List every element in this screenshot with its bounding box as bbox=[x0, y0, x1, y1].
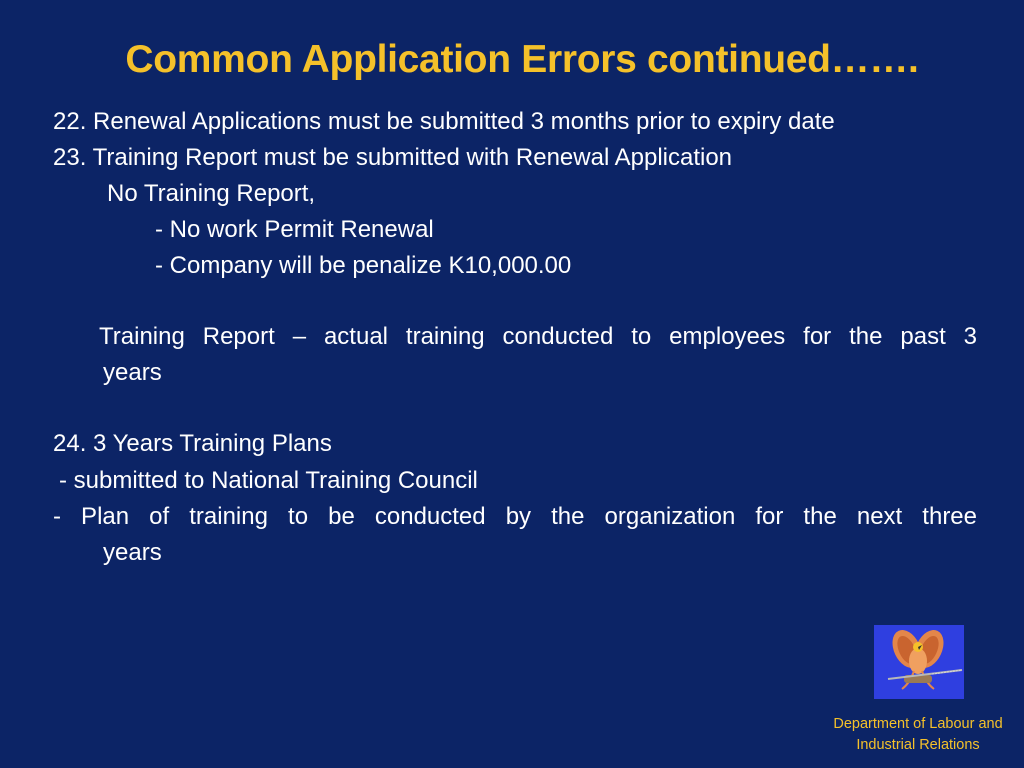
item-23-training-report: 23. Training Report must be submitted with Renewal Application bbox=[53, 144, 733, 171]
training-report-definition: Training Report – actual training conducted to employees for the past 3 bbox=[99, 323, 977, 350]
item-24-training-plans: 24. 3 Years Training Plans bbox=[53, 430, 332, 457]
slide-title: Common Application Errors continued……. bbox=[125, 38, 919, 81]
no-training-report: No Training Report, bbox=[107, 180, 316, 207]
bullet-national-training-council: - submitted to National Training Council bbox=[59, 467, 478, 494]
item-22-renewal: 22. Renewal Applications must be submitted 3 months prior to expiry date bbox=[53, 108, 835, 135]
bird-of-paradise-emblem-icon bbox=[874, 625, 964, 699]
bullet-plan-of-training-cont: years bbox=[103, 539, 162, 566]
bullet-company-penalty: - Company will be penalize K10,000.00 bbox=[155, 252, 572, 279]
training-report-definition-cont: years bbox=[103, 359, 162, 386]
footer-department bbox=[818, 714, 1018, 756]
png-emblem-logo bbox=[874, 625, 964, 699]
footer-line-2: Industrial Relations bbox=[856, 737, 980, 753]
bullet-no-permit-renewal: - No work Permit Renewal bbox=[155, 216, 434, 243]
bullet-plan-of-training: - Plan of training to be conducted by the organization for the next three bbox=[53, 503, 977, 530]
footer-line-1: Department of Labour and bbox=[833, 716, 1003, 732]
